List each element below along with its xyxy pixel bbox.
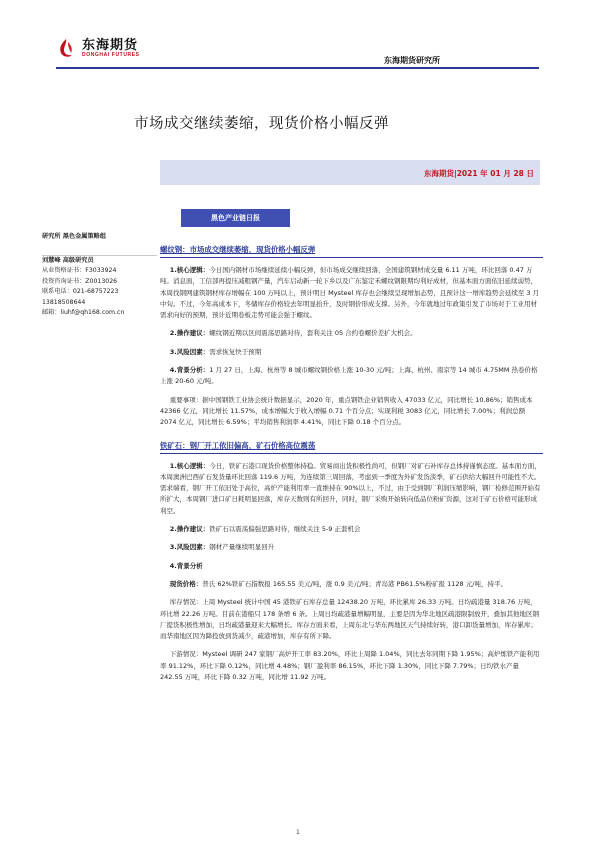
analyst-email: 邮箱：liuhf@qh168.com.cn xyxy=(42,309,125,316)
company-logo xyxy=(56,38,140,60)
analyst-detail: 联系电话：021-68757223 xyxy=(42,288,119,295)
report-category-tag: 黑色产业链日报 xyxy=(181,209,290,227)
rebar-core-logic: 1.核心逻辑：今日国内钢材市场继续延续小幅反弹，但市场成交继续回落，全国建筑钢材成交量 6.11 万吨，环比回落 0.47 万吨。消息面，工信部再提压减粗钢产量，汽车启动新一轮下乡以及广东鉴定禾螺纹钢限期均利好成材，但基本面方面依旧延续弱势，本周找钢网建筑钢材库存增幅在 100 万吨以上，预计明日 Mysteel 库存也会继续呈现增加态势，且预计这一增库趋势会延续至 3 月中旬。不过，今年高成本下，冬储库存价格较去年明显抬升，及时钢价形成支撑。另外，今年就地过年政策引发了市场对于工业用材需求向好的预期，预计近期卷板走势可能会强于螺纹。 xyxy=(160,266,540,320)
ore-operation: 2.操作建议：铁矿石以震荡偏强思路对待，继续关注 5-9 正套机会 xyxy=(169,525,361,534)
page-header xyxy=(0,0,595,80)
header-divider xyxy=(56,67,539,69)
sidebar-divider xyxy=(42,255,157,256)
ore-risk: 3.风险因素：钢材产量继续明显回升 xyxy=(169,543,275,552)
logo-english-name: DONGHAI FUTURES xyxy=(82,52,140,58)
ore-downstream: 下游情况：Mysteel 调研 247 家钢厂高炉开工率 83.20%，环比上周降 1.04%，同比去年同期下降 1.95%；高炉炼铁产能利用率 91.12%，环比下降 0.12%，同比增 4.48%；钢厂盈利率 86.15%，环比下降 1.30%，同比下降 7.79%；日均铁水产量 242.55 万吨，环比下降 0.32 万吨，同比增 11.92 万吨。 xyxy=(160,650,540,682)
analyst-detail: 13818508644 xyxy=(42,298,86,306)
rebar-operation: 2.操作建议：螺纹钢近期以区间震荡思路对待，套利关注 05 合约卷螺价差扩大机会。 xyxy=(169,329,417,338)
analyst-detail: 从业资格证书：F3033924 xyxy=(42,267,117,274)
date-band xyxy=(160,160,540,185)
analyst-sidebar xyxy=(42,232,162,319)
report-body xyxy=(160,244,543,683)
report-date: 东海期货|2021 年 01 月 28 日 xyxy=(423,169,534,178)
report-title: 市场成交继续萎缩，现货价格小幅反弹 xyxy=(134,116,389,132)
ore-spot-price: 现货价格：普氏 62%铁矿石指数报 165.55 美元/吨，涨 0.9 美元/吨；青岛港 PB61.5%粉矿报 1128 元/吨，持平。 xyxy=(169,579,507,588)
section-heading-iron-ore: 铁矿石：钢厂开工依旧偏高，矿石价格高位震荡 xyxy=(160,440,543,454)
rebar-risk: 3.风险因素：需求恢复快于预期 xyxy=(169,347,262,356)
logo-mark-icon xyxy=(56,38,76,60)
analyst-name: 刘慧峰 高级研究员 xyxy=(42,256,94,264)
page-number: 1 xyxy=(296,829,300,836)
rebar-background: 4.背景分析：1 月 27 日，上海、杭州等 8 城市螺纹钢价格上涨 10-30 元/吨；上海、杭州、南京等 14 城市 4.75MM 热卷价格上涨 20-60 元/吨。 xyxy=(160,366,538,386)
analyst-detail: 投资咨询证书：Z0013026 xyxy=(42,277,118,285)
report-type: 研究所 黑色金属策略组 xyxy=(42,233,107,240)
section-heading-rebar: 螺纹钢：市场成交继续萎缩，现货价格小幅反弹 xyxy=(160,244,543,258)
ore-core-logic: 1.核心逻辑：今日，铁矿石港口现货价格整体持稳。贸易商出货积极性尚可，但钢厂对矿石补库存总体持谨慎态度。基本面方面，本周澳洲巴西矿石发货量环比回落 119.6 万吨，为连续第三周回落，考虑到一季度为外矿发货淡季，矿石供给大幅回升可能性不大。需求端看，钢厂开工依旧处于高位，高炉产能利用率一直维持在 90%以上，不过，由于受到钢厂利润压缩影响，钢厂检修范围开始有所扩大，本周钢厂进口矿日耗明显回落，库存天数则有所回升，同时，钢厂采购开始转向低品位粉矿资源，这对于矿石价格可能形成利空。 xyxy=(160,461,541,515)
ore-background-heading: 4.背景分析 xyxy=(169,561,203,570)
logo-chinese-name: 东海期货 xyxy=(82,38,139,53)
ore-inventory: 库存情况：上周 Mysteel 统计中国 45 港铁矿石库存总量 12438.20 万吨，环比累库 26.33 万吨。日均疏港量 318.76 万吨，环比增 22.26 万吨。目前在港船只 178 条增 6 条。上周日均疏港量增幅明显，主要是因为华北地区疏港限制放开，叠加其他地区钢厂提货积极性增加，日均疏港量迎来大幅增长。库存方面来看，上周东北与华东两地区天气持续好转，港口卸货量增加，库存累库；而华南地区因为降投放到货减少，疏港增加，库存有所下降。 xyxy=(160,598,540,641)
institute-name: 东海期货研究所 xyxy=(384,56,440,65)
rebar-important-event: 重要事项：据中国钢铁工业协会统计数据显示，2020 年，重点钢铁企业销售收入 47033 亿元，同比增长 10.86%；销售成本 42366 亿元，同比增长 11.57%，成本增幅大于收入增幅 0.71 个百分点；实现利税 3083 亿元，同比增长 7.00%；利润总额 2074 亿元，同比增长 6.59%；平均销售利润率 4.41%，同比下降 0.18 个百分点。 xyxy=(160,395,533,427)
